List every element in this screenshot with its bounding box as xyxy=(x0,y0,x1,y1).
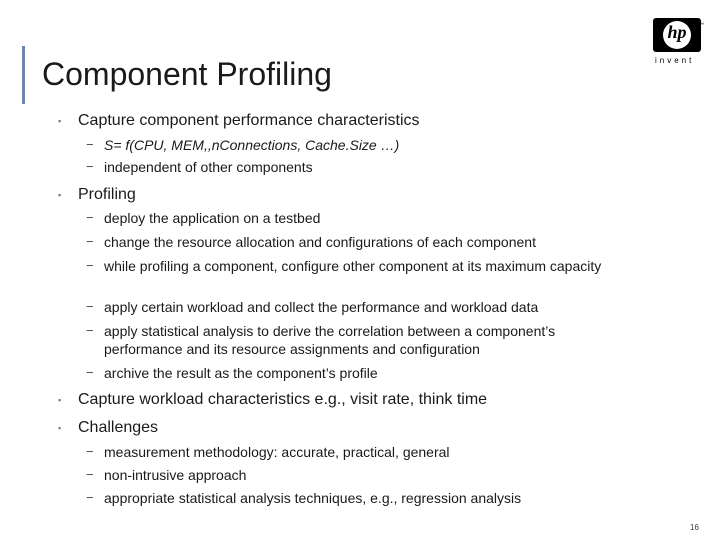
slide-title: Component Profiling xyxy=(42,56,332,92)
dash-marker: − xyxy=(86,210,94,225)
bullet-marker: ▪ xyxy=(58,190,62,200)
sub-bullet-item: measurement methodology: accurate, practical, general xyxy=(104,444,450,460)
sub-bullet-item: non-intrusive approach xyxy=(104,467,247,483)
sub-bullet-item: appropriate statistical analysis techniques, e.g., regression analysis xyxy=(104,490,522,506)
bullet-item: Capture component performance characteristics xyxy=(78,112,420,129)
dash-marker: − xyxy=(86,234,94,249)
bullet-item: Challenges xyxy=(78,419,159,436)
sub-bullet-item: archive the result as the component’s profile xyxy=(104,365,378,381)
dash-marker: − xyxy=(86,159,94,174)
sub-bullet-item: apply statistical analysis to derive the correlation between a component’s performance and its resource assignments and configuration xyxy=(104,323,556,357)
dash-marker: − xyxy=(86,258,94,273)
dash-marker: − xyxy=(86,444,94,459)
bullet-marker: ▪ xyxy=(58,116,62,126)
dash-marker: − xyxy=(86,365,94,380)
bullet-item: Capture workload characteristics e.g., visit rate, think time xyxy=(78,391,488,408)
bullet-marker: ▪ xyxy=(58,423,62,433)
sub-bullet-item: change the resource allocation and configurations of each component xyxy=(104,234,536,250)
logo-text: hp xyxy=(667,22,687,42)
dash-marker: − xyxy=(86,299,94,314)
sub-bullet-item: apply certain workload and collect the performance and workload data xyxy=(104,299,539,315)
logo-tagline: invent xyxy=(655,56,695,65)
sub-bullet-item: independent of other components xyxy=(104,159,313,175)
dash-marker: − xyxy=(86,137,94,152)
hp-logo xyxy=(653,18,701,52)
dash-marker: − xyxy=(86,490,94,505)
title-accent-bar xyxy=(22,46,25,104)
sub-bullet-item: S= f(CPU, MEM,,nConnections, Cache.Size …) xyxy=(104,137,400,153)
sub-bullet-item: while profiling a component, configure other component at its maximum capacity xyxy=(104,258,602,274)
trademark-mark: ™ xyxy=(699,22,704,28)
sub-bullet-item: deploy the application on a testbed xyxy=(104,210,321,226)
dash-marker: − xyxy=(86,323,94,338)
bullet-item: Profiling xyxy=(78,186,136,203)
page-number: 16 xyxy=(690,523,699,532)
dash-marker: − xyxy=(86,467,94,482)
bullet-marker: ▪ xyxy=(58,395,62,405)
